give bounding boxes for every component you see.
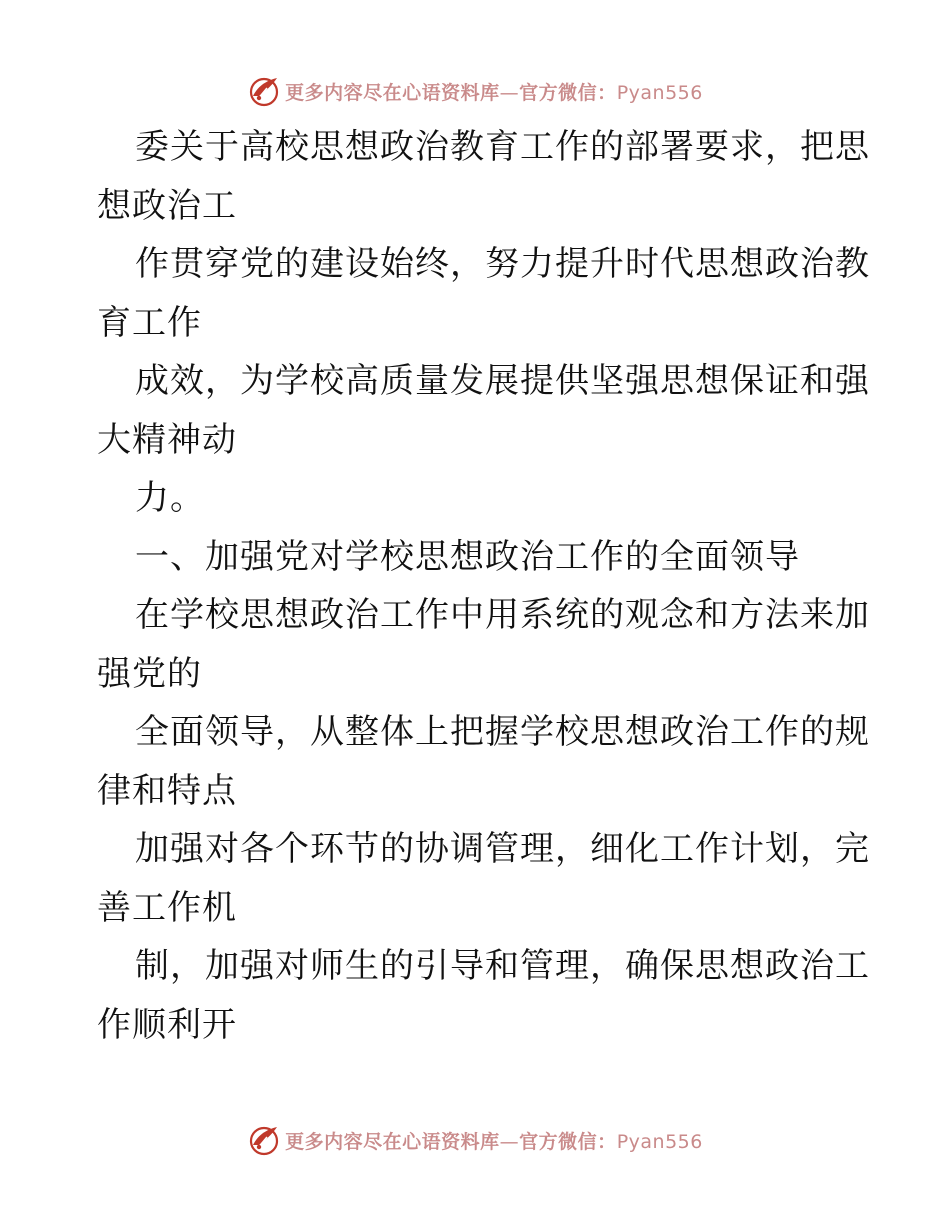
body-line: 大精神动 [97,419,237,460]
body-line: 加强对各个环节的协调管理，细化工作计划，完 [135,829,870,869]
footer-banner-text [285,1127,703,1154]
body-line: 委关于高校思想政治教育工作的部署要求，把思 [135,127,870,167]
body-line: 成效，为学校高质量发展提供坚强思想保证和强 [135,361,870,401]
quill-pen-logo-icon [247,1123,281,1157]
quill-pen-logo-icon [247,74,281,108]
document-body [97,118,870,1054]
footer-banner [0,1120,950,1160]
body-line: 在学校思想政治工作中用系统的观念和方法来加 [135,595,870,635]
header-banner [0,71,950,111]
header-wechat-id: Pyan556 [616,81,703,104]
footer-wechat-label: 官方微信： [519,1130,617,1153]
body-line: 强党的 [97,653,202,694]
footer-banner-separator: — [499,1130,520,1153]
footer-wechat-id: Pyan556 [616,1130,703,1153]
header-banner-main: 更多内容尽在心语资料库 [285,81,500,104]
body-line: 育工作 [97,302,202,343]
body-line: 善工作机 [97,887,237,928]
section-heading: 一、加强党对学校思想政治工作的全面领导 [135,536,800,577]
body-line: 全面领导，从整体上把握学校思想政治工作的规 [135,712,870,752]
footer-banner-main: 更多内容尽在心语资料库 [285,1130,500,1153]
header-banner-separator: — [499,81,520,104]
header-banner-text [285,78,703,105]
header-wechat-label: 官方微信： [519,81,617,104]
body-line: 力。 [135,478,205,518]
body-line: 律和特点 [97,770,237,811]
body-line: 制，加强对师生的引导和管理，确保思想政治工 [135,946,870,986]
body-line: 作顺利开 [97,1004,237,1045]
body-line: 想政治工 [97,185,237,226]
body-line: 作贯穿党的建设始终，努力提升时代思想政治教 [135,244,870,284]
